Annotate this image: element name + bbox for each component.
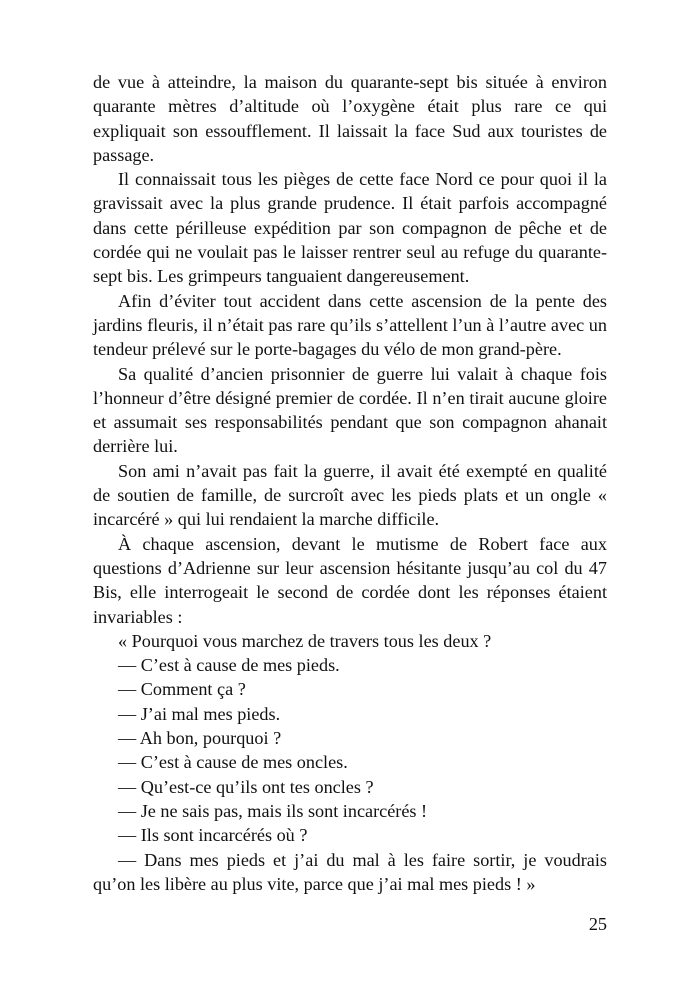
- dialogue-line: — Comment ça ?: [118, 679, 246, 700]
- paragraph-continuation: de vue à atteindre, la maison du quarante-sept bis située à environ quarante mètres d’altitude où l’oxygène était plus rare ce qui expliquait son essoufflement. Il laissait la face Sud aux touristes de passage.: [93, 72, 607, 165]
- dialogue-line: — Ah bon, pourquoi ?: [118, 728, 282, 749]
- paragraph-north-face: Il connaissait tous les pièges de cette face Nord ce pour quoi il la gravissait avec la plus grande prudence. Il était parfois accompagné dans cette périlleuse expédition par son compagnon de pêche et de cordée qui ne voulait pas le laisser rentrer seul au refuge du quarante-sept bis. Les grimpeurs tanguaient dangereusement.: [93, 169, 607, 287]
- dialogue-line: — Je ne sais pas, mais ils sont incarcérés !: [118, 800, 428, 821]
- dialogue-line: — Qu’est-ce qu’ils ont tes oncles ?: [118, 776, 374, 797]
- dialogue-line: « Pourquoi vous marchez de travers tous les deux ?: [118, 630, 492, 651]
- dialogue-line: — C’est à cause de mes oncles.: [118, 752, 348, 773]
- paragraph-friend: Son ami n’avait pas fait la guerre, il avait été exempté en qualité de soutien de famille, de surcroît avec les pieds plats et un ongle « incarcéré » qui lui rendaient la marche difficile.: [93, 460, 607, 530]
- dialogue-line: — J’ai mal mes pieds.: [118, 703, 281, 724]
- dialogue-line: — Ils sont incarcérés où ?: [118, 825, 308, 846]
- page-body-text: [93, 70, 607, 896]
- paragraph-ascension: À chaque ascension, devant le mutisme de Robert face aux questions d’Adrienne sur leur ascension hésitante jusqu’au col du 47 Bis, elle interrogeait le second de cordée dont les réponses étaient invariables :: [93, 533, 607, 627]
- paragraph-slope: Afin d’éviter tout accident dans cette ascension de la pente des jardins fleuris, il n’était pas rare qu’ils s’attellent l’un à l’autre avec un tendeur prélevé sur le porte-bagages du vélo de mon grand-père.: [93, 290, 607, 360]
- dialogue-line: — Dans mes pieds et j’ai du mal à les faire sortir, je voudrais qu’on les libère au plus vite, parce que j’ai mal mes pieds ! »: [93, 849, 607, 894]
- page-number: 25: [588, 914, 607, 934]
- paragraph-prisoner: Sa qualité d’ancien prisonnier de guerre lui valait à chaque fois l’honneur d’être désigné premier de cordée. Il n’en tirait aucune gloire et assumait ses responsabilités pendant que son compagnon ahanait derrière lui.: [93, 363, 607, 457]
- dialogue-line: — C’est à cause de mes pieds.: [118, 655, 340, 676]
